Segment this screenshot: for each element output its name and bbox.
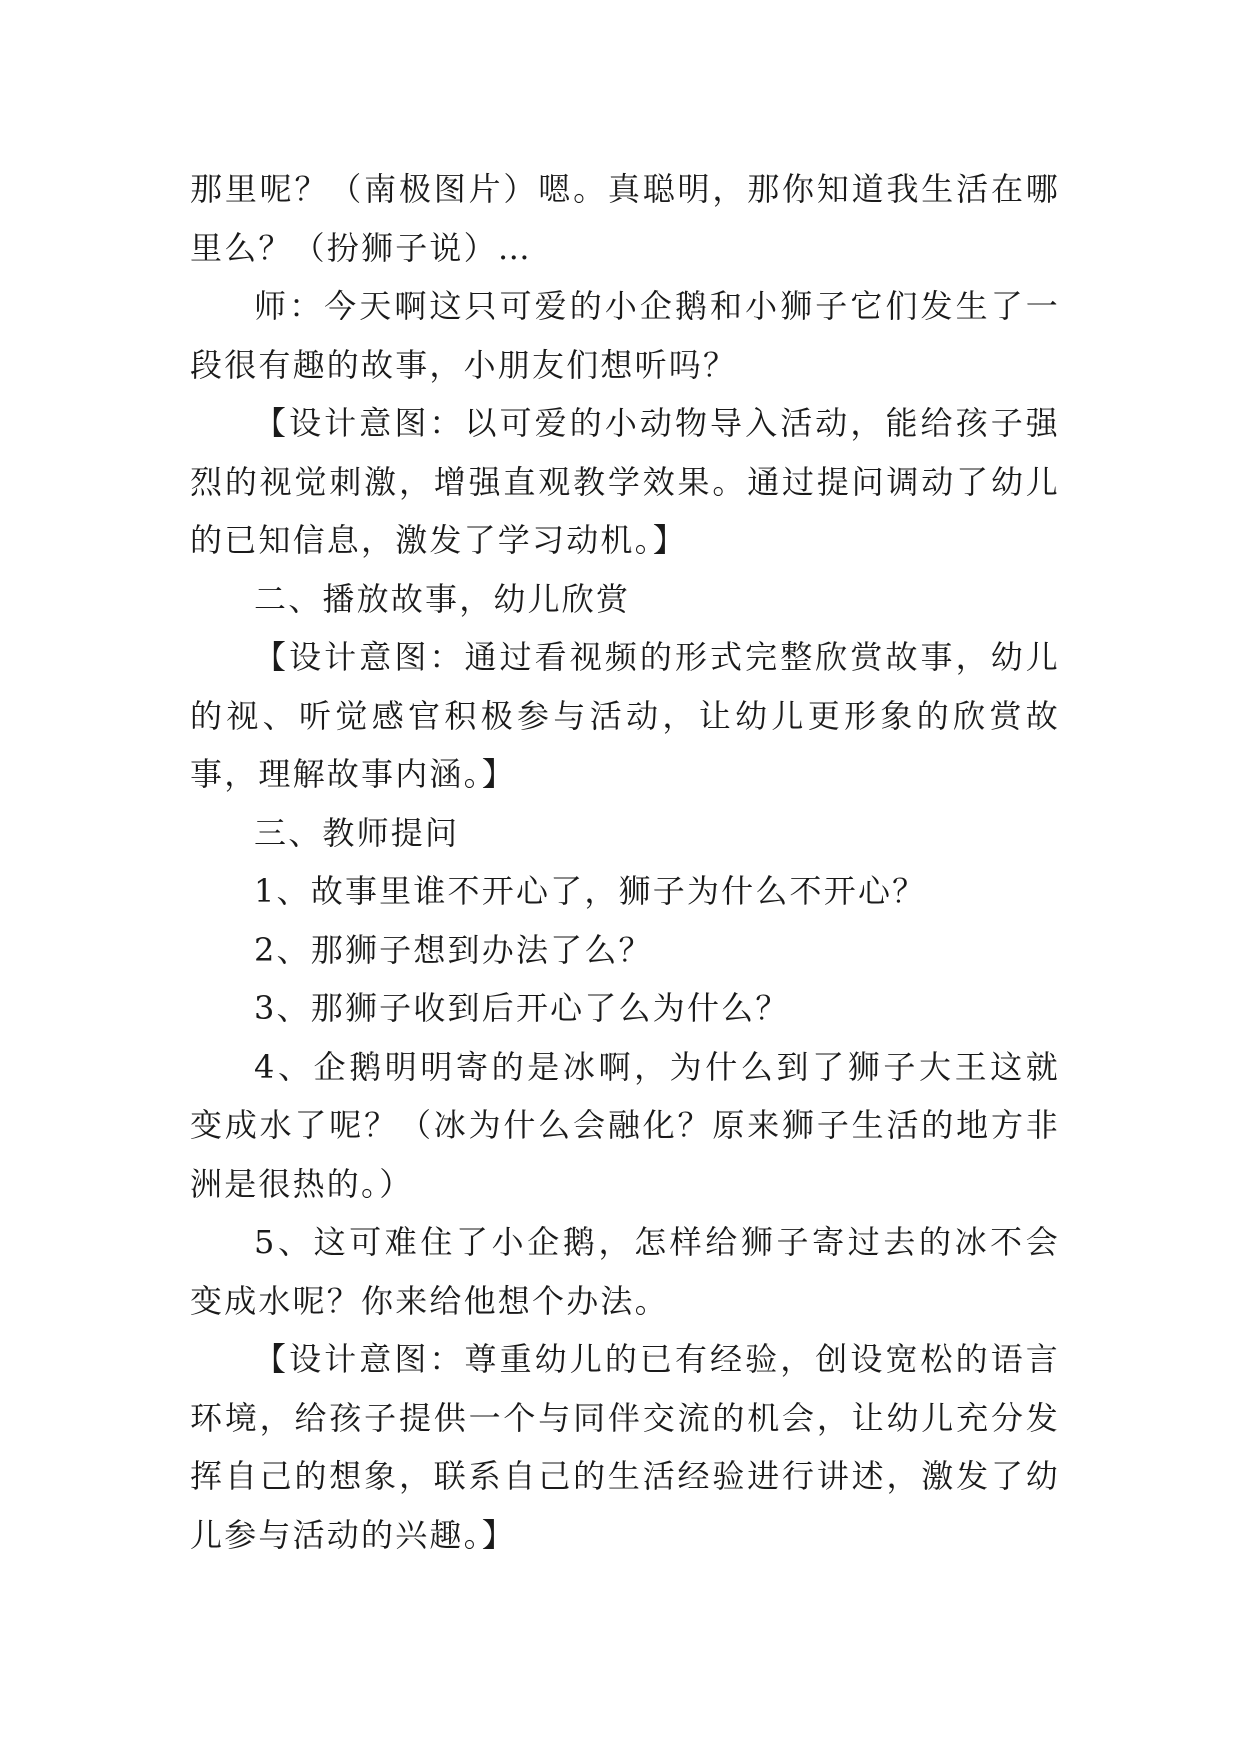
question-item-5: 5、这可难住了小企鹅，怎样给狮子寄过去的冰不会变成水呢？你来给他想个办法。 xyxy=(190,1223,1060,1320)
question-item-2: 2、那狮子想到办法了么？ xyxy=(254,930,653,969)
document-body xyxy=(190,160,1060,1564)
section-heading-3: 三、教师提问 xyxy=(254,813,460,852)
paragraph-design-intent-3: 【设计意图：尊重幼儿的已有经验，创设宽松的语言环境，给孩子提供一个与同伴交流的机会，让幼儿充分发挥自己的想象，联系自己的生活经验进行讲述，激发了幼儿参与活动的兴趣。】 xyxy=(190,1340,1060,1554)
section-heading-2: 二、播放故事，幼儿欣赏 xyxy=(254,579,631,618)
question-item-1: 1、故事里谁不开心了，狮子为什么不开心？ xyxy=(254,872,927,910)
paragraph-continuation: 那里呢？（南极图片）嗯。真聪明，那你知道我生活在哪里么？（扮狮子说）… xyxy=(190,170,1060,267)
paragraph-design-intent-2: 【设计意图：通过看视频的形式完整欣赏故事，幼儿的视、听觉感官积极参与活动，让幼儿更形象的欣赏故事，理解故事内涵。】 xyxy=(190,638,1060,793)
paragraph-design-intent-1: 【设计意图：以可爱的小动物导入活动，能给孩子强烈的视觉刺激，增强直观教学效果。通过提问调动了幼儿的已知信息，激发了学习动机。】 xyxy=(190,404,1060,559)
question-item-3: 3、那狮子收到后开心了么为什么？ xyxy=(254,989,790,1027)
paragraph-teacher-intro: 师：今天啊这只可爱的小企鹅和小狮子它们发生了一段很有趣的故事，小朋友们想听吗？ xyxy=(190,287,1060,384)
question-item-4: 4、企鹅明明寄的是冰啊，为什么到了狮子大王这就变成水了呢？（冰为什么会融化？原来狮子生活的地方非洲是很热的。） xyxy=(190,1047,1060,1203)
